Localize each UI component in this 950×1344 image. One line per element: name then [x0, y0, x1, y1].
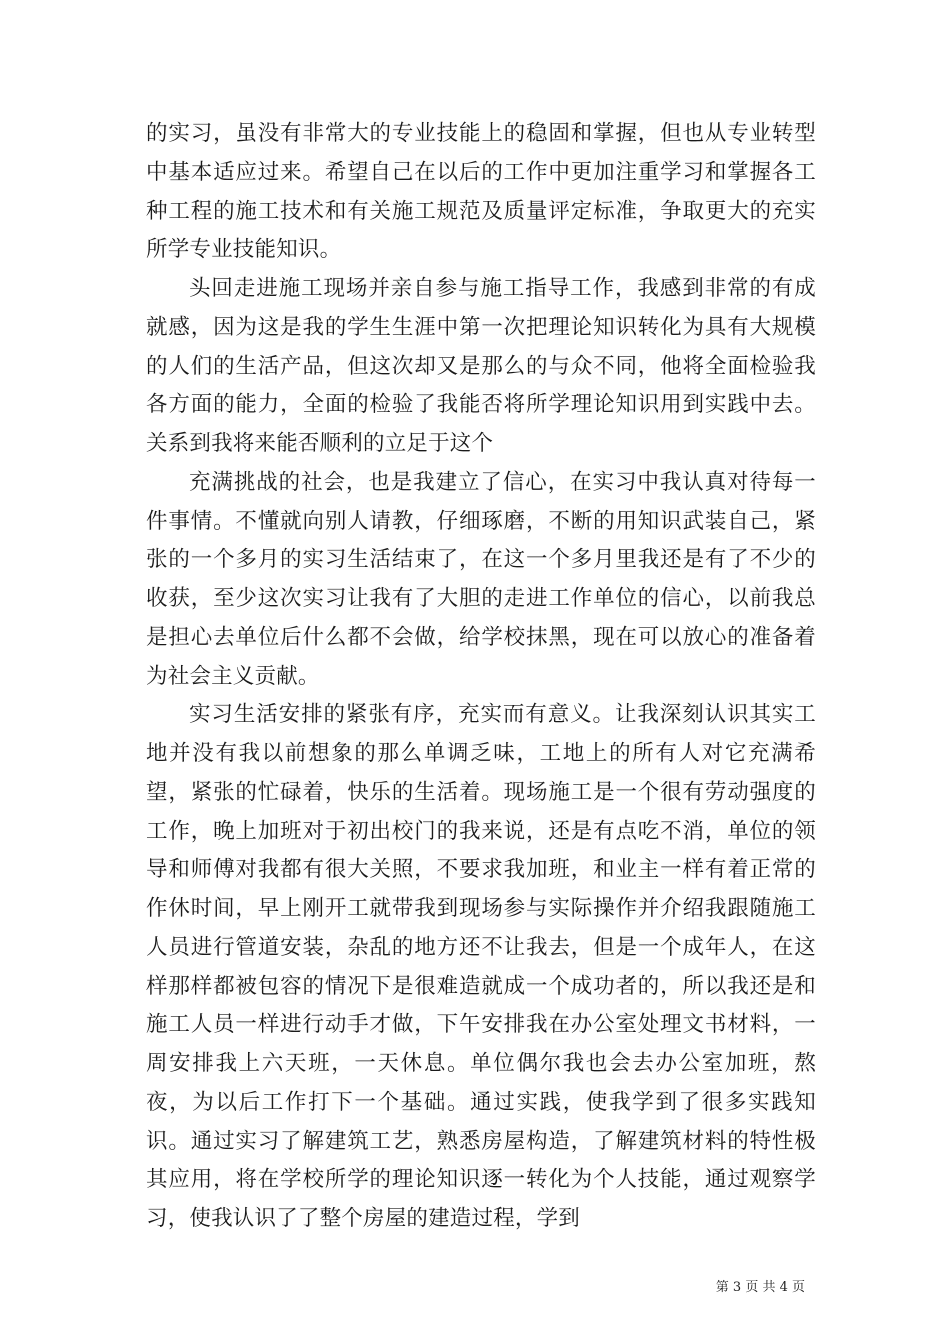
paragraph-4: 实习生活安排的紧张有序，充实而有意义。让我深刻认识其实工地并没有我以前想象的那么单调乏味，工地上的所有人对它充满希望，紧张的忙碌着，快乐的生活着。现场施工是一个很有劳动强度的工作，晚上加班对于初出校门的我来说，还是有点吃不消，单位的领导和师傅对我都有很大关照，不要求我加班，和业主一样有着正常的作休时间，早上刚开工就带我到现场参与实际操作并介绍我跟随施工人员进行管道安装，杂乱的地方还不让我去，但是一个成年人，在这样那样都被包容的情况下是很难造就成一个成功者的，所以我还是和施工人员一样进行动手才做，下午安排我在办公室处理文书材料，一周安排我上六天班，一天休息。单位偶尔我也会去办公室加班，熬夜，为以后工作打下一个基础。通过实践，使我学到了很多实践知识。通过实习了解建筑工艺，熟悉房屋构造，了解建筑材料的特性极其应用，将在学校所学的理论知识逐一转化为个人技能，通过观察学习，使我认识了了整个房屋的建造过程，学到	[146, 702, 816, 1231]
paragraph-1: 的实习，虽没有非常大的专业技能上的稳固和掌握，但也从专业转型中基本适应过来。希望自己在以后的工作中更加注重学习和掌握各工种工程的施工技术和有关施工规范及质量评定标准，争取更大的充实所学专业技能知识。	[146, 121, 816, 263]
page-number: 第 3 页 共 4 页	[715, 1280, 805, 1295]
document-body	[146, 115, 816, 1239]
paragraph-2: 头回走进施工现场并亲自参与施工指导工作，我感到非常的有成就感，因为这是我的学生生涯中第一次把理论知识转化为具有大规模的人们的生活产品，但这次却又是那么的与众不同，他将全面检验我各方面的能力，全面的检验了我能否将所学理论知识用到实践中去。关系到我将来能否顺利的立足于这个	[146, 276, 816, 456]
paragraph-3: 充满挑战的社会，也是我建立了信心，在实习中我认真对待每一件事情。不懂就向别人请教，仔细琢磨，不断的用知识武装自己，紧张的一个多月的实习生活结束了，在这一个多月里我还是有了不少的收获，至少这次实习让我有了大胆的走进工作单位的信心，以前我总是担心去单位后什么都不会做，给学校抹黑，现在可以放心的准备着为社会主义贡献。	[146, 469, 816, 689]
